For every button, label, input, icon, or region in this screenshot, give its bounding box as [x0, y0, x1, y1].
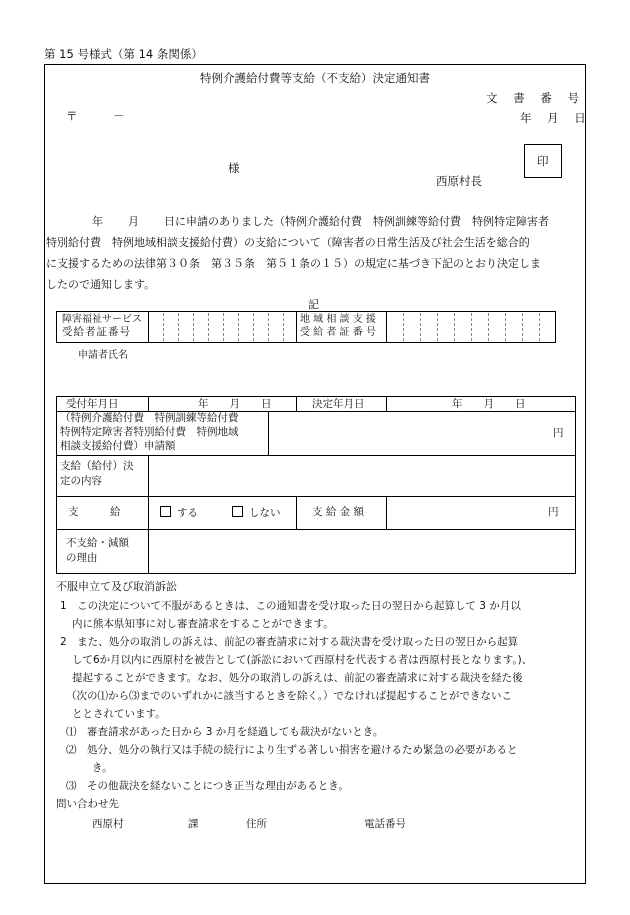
appeal-p1-line2: 内に熊本県知事に対し審査請求をすることができます。: [72, 618, 334, 630]
applicant-name-label: 申請者氏名: [78, 350, 128, 361]
option-yes-label: する: [177, 507, 198, 519]
payment-amount-label: 支 給 金 額: [312, 506, 365, 518]
payment-option-no[interactable]: [232, 506, 281, 520]
col-line: [268, 411, 269, 455]
cert-divider-3: [386, 311, 387, 343]
col-line: [296, 496, 297, 529]
postal-dash: －: [113, 109, 125, 123]
row-line: [56, 455, 576, 456]
reason-label-1: 不支給・減額: [66, 537, 129, 549]
contact-phone: 電話番号: [364, 818, 406, 830]
appeal-item-1: ⑴ 審査請求があった日から 3 か月を経過しても裁決がないとき。: [66, 726, 384, 738]
sender-name: 西原村長: [436, 174, 482, 188]
cert-label-1-line1: 障害福祉サービス: [62, 314, 142, 325]
checkbox-icon[interactable]: [160, 506, 171, 517]
digit-divider: [208, 313, 209, 341]
appeal-item-3: ⑶ その他裁決を経ないことにつき正当な理由があるとき。: [66, 780, 349, 792]
document-title: 特例介護給付費等支給（不支給）決定通知書: [200, 71, 430, 85]
digit-divider: [283, 313, 284, 341]
digit-divider: [223, 313, 224, 341]
decision-date-label: 決定年月日: [312, 398, 365, 410]
option-no-label: しない: [249, 507, 281, 519]
intro-line1: 日に申請のありました（特例介護給付費 特例訓練等給付費 特例特定障害者: [164, 215, 549, 228]
digit-divider: [163, 313, 164, 341]
contact-heading: 問い合わせ先: [56, 798, 119, 810]
appeal-p1-line1: 1 この決定について不服があるときは、この通知書を受け取った日の翌日から起算して 3 か月以: [60, 600, 521, 612]
col-line: [386, 496, 387, 529]
addressee-honorific: 様: [228, 161, 240, 175]
digit-divider: [238, 313, 239, 341]
appeal-p2-line1: 2 また、処分の取消しの訴えは、前記の審査請求に対する裁決書を受け取った日の翌日から起算: [60, 636, 519, 648]
appeal-p2-line5: ととされています。: [72, 708, 166, 720]
col-line: [148, 455, 149, 574]
appeal-p2-line4: （次の⑴から⑶までのいずれかに該当するときを除く。）でなければ提起することができないこ: [66, 690, 513, 702]
digit-divider: [505, 313, 506, 341]
ki-mark: 記: [308, 298, 319, 311]
col-line: [148, 396, 149, 411]
col-line: [296, 396, 297, 411]
reason-label-2: の理由: [66, 552, 98, 564]
form-number: 第 15 号様式（第 14 条関係）: [44, 47, 203, 61]
appeal-item-2-line1: ⑵ 処分、処分の執行又は手続の続行により生ずる著しい損害を避けるため緊急の必要があると: [66, 744, 518, 756]
application-amount-label-3: 相談支援給付費）申請額: [60, 440, 176, 452]
payment-amount-yen: 円: [548, 506, 559, 518]
digit-divider: [488, 313, 489, 341]
digit-divider: [253, 313, 254, 341]
cert-divider-1: [148, 311, 149, 343]
cert-label-1-line2: 受給者証番号: [62, 326, 131, 338]
intro-line4: したので通知します。: [46, 278, 156, 291]
cert-divider-2: [296, 311, 297, 343]
checkbox-icon[interactable]: [232, 506, 243, 517]
contact-village: 西原村: [92, 818, 124, 830]
decision-content-label-1: 支給（給付）決: [60, 460, 134, 472]
decision-content-label-2: 定の内容: [60, 475, 102, 487]
seal-mark: 印: [537, 154, 549, 168]
digit-divider: [178, 313, 179, 341]
appeal-item-2-line2: き。: [92, 762, 113, 774]
appeal-heading: 不服申立て及び取消訴訟: [56, 580, 177, 593]
postal-mark: 〒: [66, 109, 78, 123]
received-date-label: 受付年月日: [66, 398, 119, 410]
contact-section: 課: [188, 818, 199, 830]
contact-address: 住所: [246, 818, 267, 830]
cert-label-2-line2: 受 給 者 証 番 号: [300, 327, 376, 338]
digit-divider: [403, 313, 404, 341]
application-amount-label-2: 特例特定障害者特別給付費 特例地域: [60, 426, 239, 438]
issue-date-label: 年 月 日: [520, 111, 592, 125]
payment-option-yes[interactable]: [160, 506, 198, 520]
digit-divider: [539, 313, 540, 341]
digit-divider: [193, 313, 194, 341]
row-line: [56, 529, 576, 530]
cert-label-2-line1: 地 域 相 談 支 援: [300, 314, 376, 325]
appeal-p2-line3: 提起することができます。なお、処分の取消しの訴えは、前記の審査請求に対する裁決を経た後: [72, 672, 523, 684]
intro-line2: 特別給付費 特例地域相談支援給付費）の支給について（障害者の日常生活及び社会生活を総合的: [46, 236, 530, 249]
digit-divider: [420, 313, 421, 341]
digit-divider: [454, 313, 455, 341]
intro-month: 月: [128, 215, 139, 228]
digit-divider: [522, 313, 523, 341]
digit-divider: [437, 313, 438, 341]
intro-year: 年: [92, 215, 103, 228]
received-date-value: 年 月 日: [198, 398, 272, 410]
application-amount-label-1: （特例介護給付費 特例訓練等給付費: [60, 412, 239, 424]
decision-date-value: 年 月 日: [452, 398, 526, 410]
intro-line3: に支援するための法律第３０条 第３５条 第５１条の１５）の規定に基づき下記のとおり決定しま: [46, 257, 541, 270]
col-line: [386, 396, 387, 411]
digit-divider: [471, 313, 472, 341]
digit-divider: [268, 313, 269, 341]
payment-label: 支 給: [68, 506, 121, 518]
document-number-label: 文 書 番 号: [486, 91, 585, 105]
application-amount-yen: 円: [553, 427, 564, 439]
appeal-p2-line2: して6か月以内に西原村を被告として(訴訟において西原村を代表する者は西原村長となります。)、: [72, 654, 533, 666]
row-line: [56, 496, 576, 497]
